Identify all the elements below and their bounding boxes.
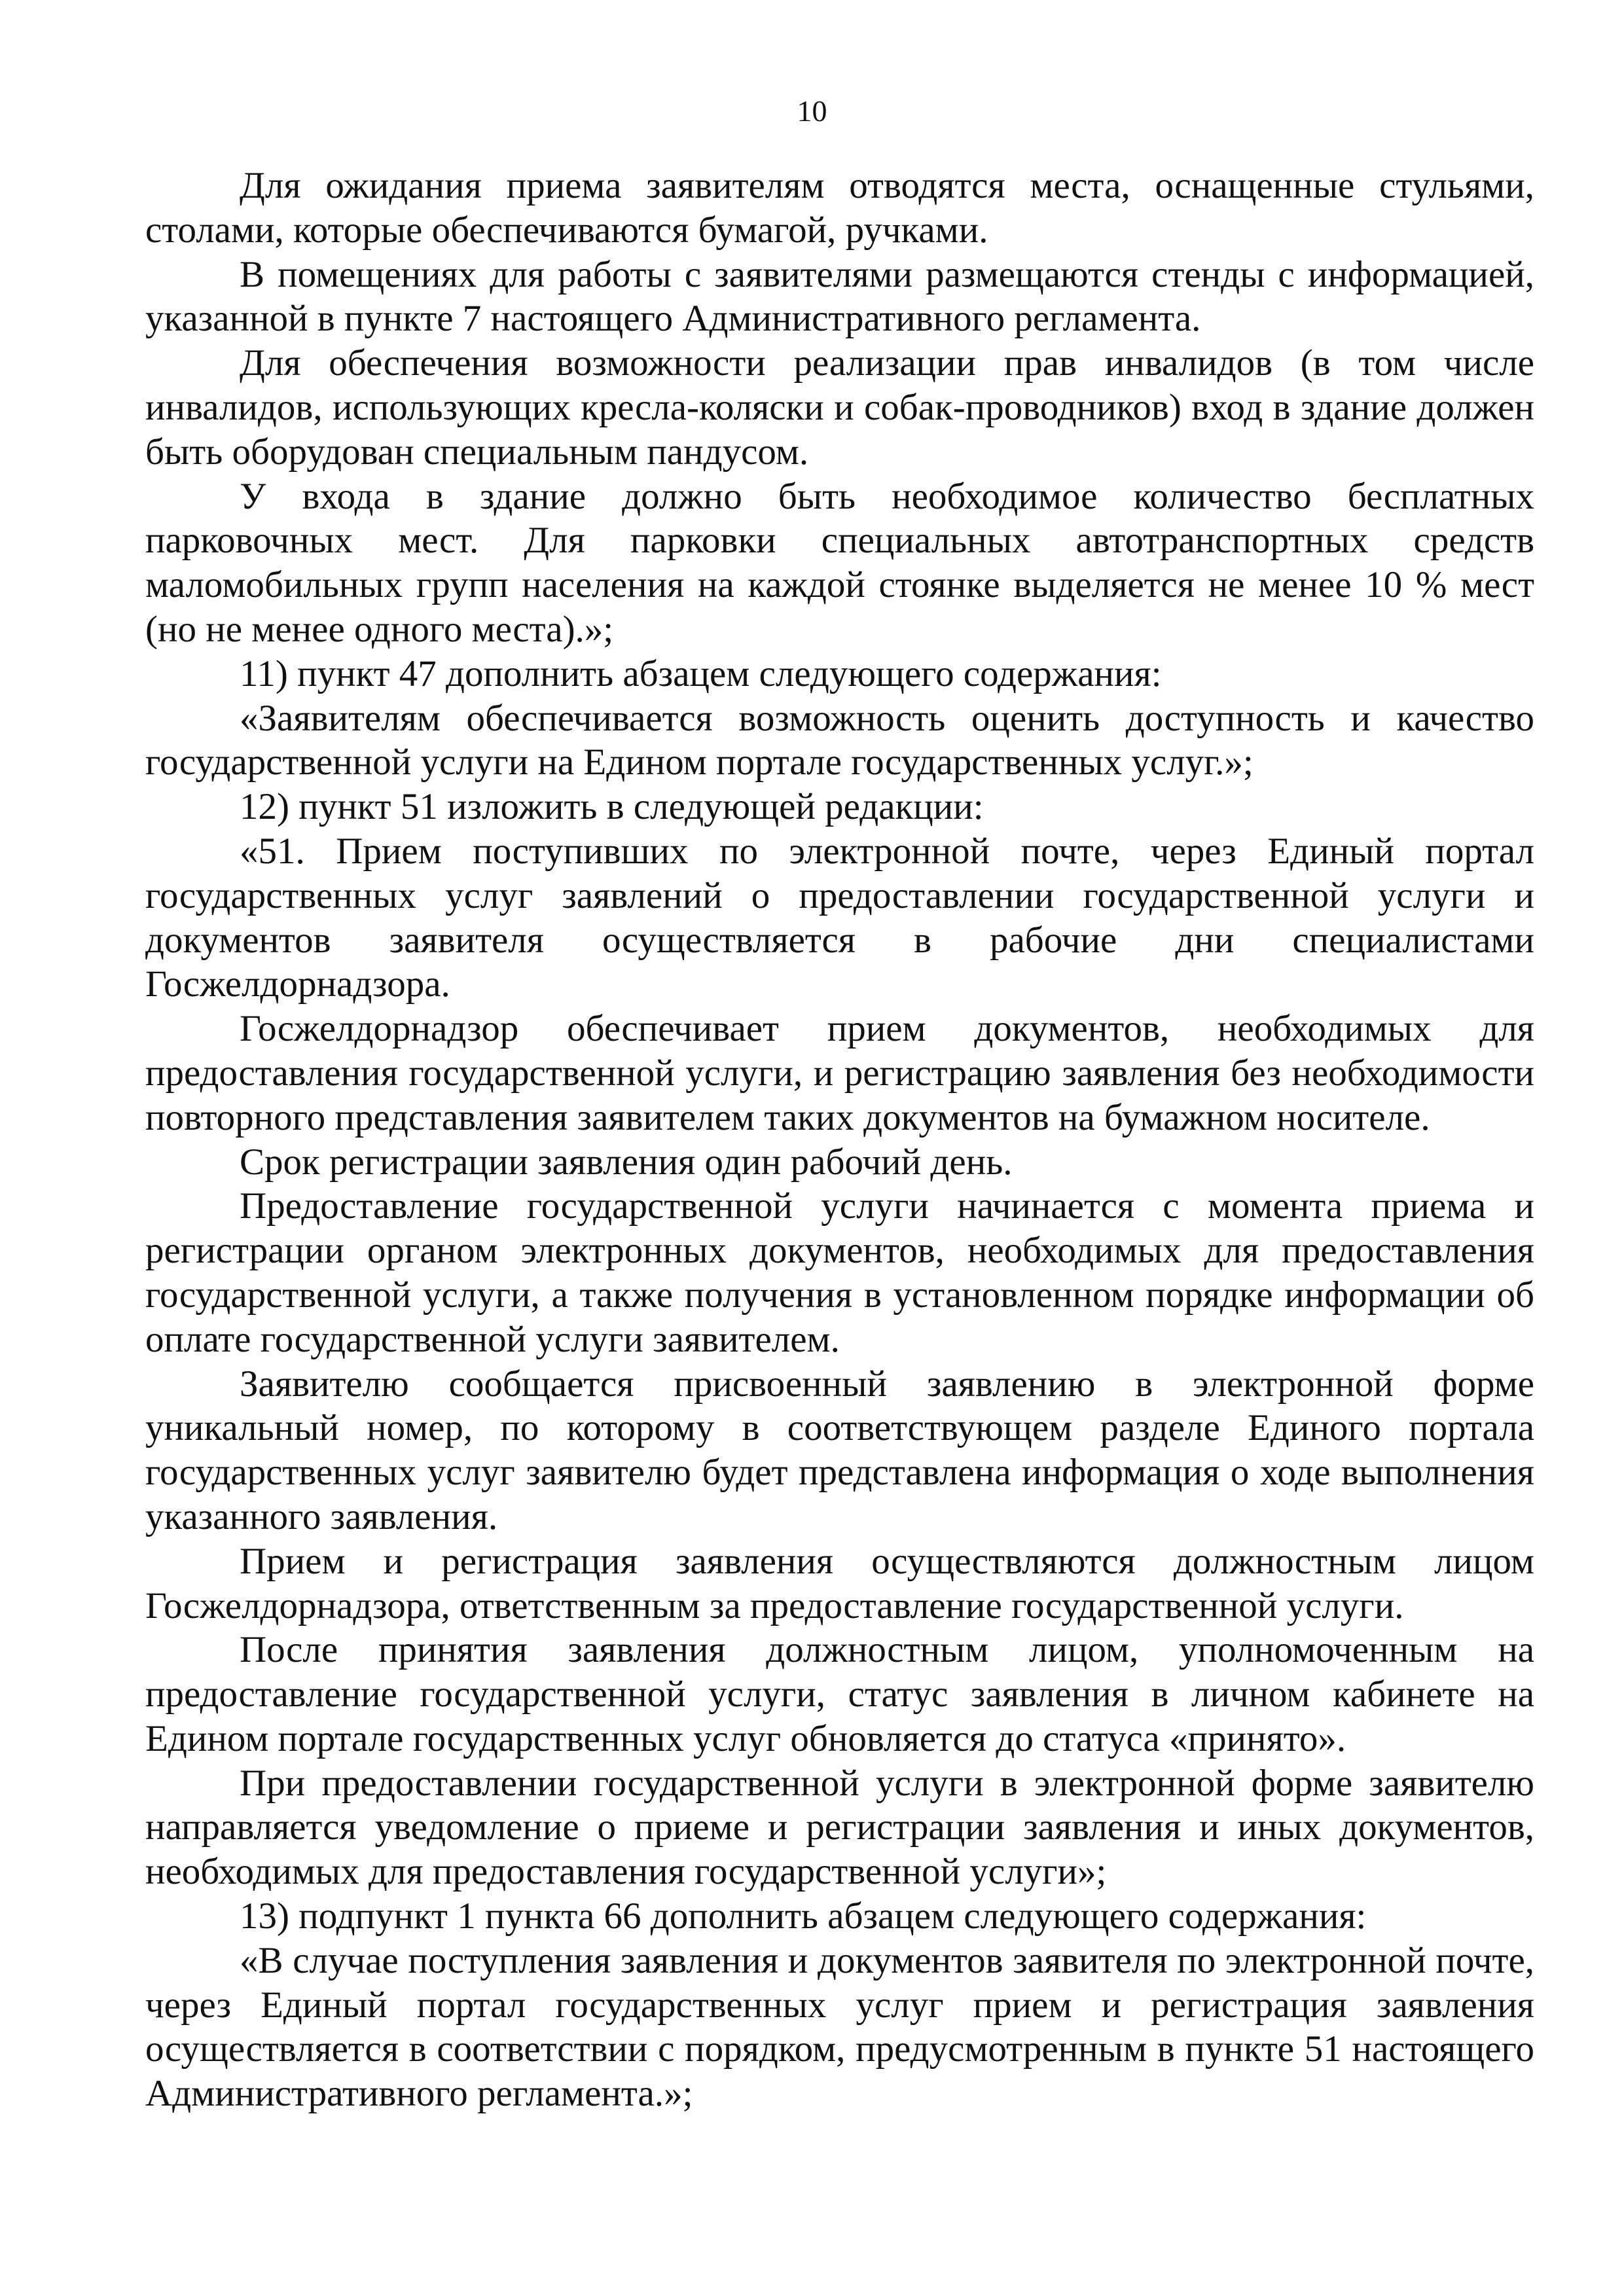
- paragraph-parking: У входа в здание должно быть необходимое количество бесплатных парковочных мест. Для парковки специальных автотранспортных средств маломобильных групп населения на каждой стоянке выделяется не менее 10 % мест (но не менее одного места).»;: [145, 475, 1534, 650]
- paragraph-item-11: 11) пункт 47 дополнить абзацем следующего содержания:: [240, 653, 1162, 694]
- document-body: [145, 164, 1534, 2116]
- paragraph-status-update: После принятия заявления должностным лицом, уполномоченным на предоставление государственной услуги, статус заявления в личном кабинете на Едином портале государственных услуг обновляется до статуса «принято».: [145, 1629, 1534, 1759]
- paragraph-service-start: Предоставление государственной услуги начинается с момента приема и регистрации органом электронных документов, необходимых для предоставления государственной услуги, а также получения в установленном порядке информации об оплате государственной услуги заявителем.: [145, 1185, 1534, 1360]
- paragraph-quality-assessment: «Заявителям обеспечивается возможность оценить доступность и качество государственной услуги на Едином портале государственных услуг.»;: [145, 697, 1534, 783]
- paragraph-clause-51: «51. Прием поступивших по электронной почте, через Единый портал государственных услуг заявлений о предоставлении государственной услуги и документов заявителя осуществляется в рабочие дни специалистами Госжелдорнадзора.: [145, 830, 1534, 1005]
- paragraph-notification: При предоставлении государственной услуги в электронной форме заявителю направляется уведомление о приеме и регистрации заявления и иных документов, необходимых для предоставления государственной услуги»;: [145, 1762, 1534, 1893]
- paragraph-electronic-receipt: «В случае поступления заявления и документов заявителя по электронной почте, через Единый портал государственных услуг прием и регистрация заявления осуществляется в соответствии с порядком, предусмотренным в пункте 51 настоящего Административного регламента.»;: [145, 1939, 1534, 2115]
- paragraph-responsible-official: Прием и регистрация заявления осуществляются должностным лицом Госжелдорнадзора, ответственным за предоставление государственной услуги.: [145, 1540, 1534, 1626]
- paragraph-disabled-access: Для обеспечения возможности реализации прав инвалидов (в том числе инвалидов, использующих кресла-коляски и собак-проводников) вход в здание должен быть оборудован специальным пандусом.: [145, 342, 1534, 473]
- paragraph-document-acceptance: Госжелдорнадзор обеспечивает прием документов, необходимых для предоставления государственной услуги, и регистрацию заявления без необходимости повторного представления заявителем таких документов на бумажном носителе.: [145, 1008, 1534, 1138]
- paragraph-item-12: 12) пункт 51 изложить в следующей редакции:: [240, 786, 984, 828]
- paragraph-info-stands: В помещениях для работы с заявителями размещаются стенды с информацией, указанной в пункте 7 настоящего Административного регламента.: [145, 253, 1534, 340]
- paragraph-registration-term: Срок регистрации заявления один рабочий день.: [240, 1141, 1013, 1183]
- paragraph-waiting-area: Для ожидания приема заявителям отводятся места, оснащенные стульями, столами, которые обеспечиваются бумагой, ручками.: [145, 165, 1534, 251]
- paragraph-unique-number: Заявителю сообщается присвоенный заявлению в электронной форме уникальный номер, по которому в соответствующем разделе Единого портала государственных услуг заявителю будет представлена информация о ходе выполнения указанного заявления.: [145, 1363, 1534, 1537]
- paragraph-item-13: 13) подпункт 1 пункта 66 дополнить абзацем следующего содержания:: [240, 1895, 1367, 1937]
- page-number: 10: [797, 94, 827, 128]
